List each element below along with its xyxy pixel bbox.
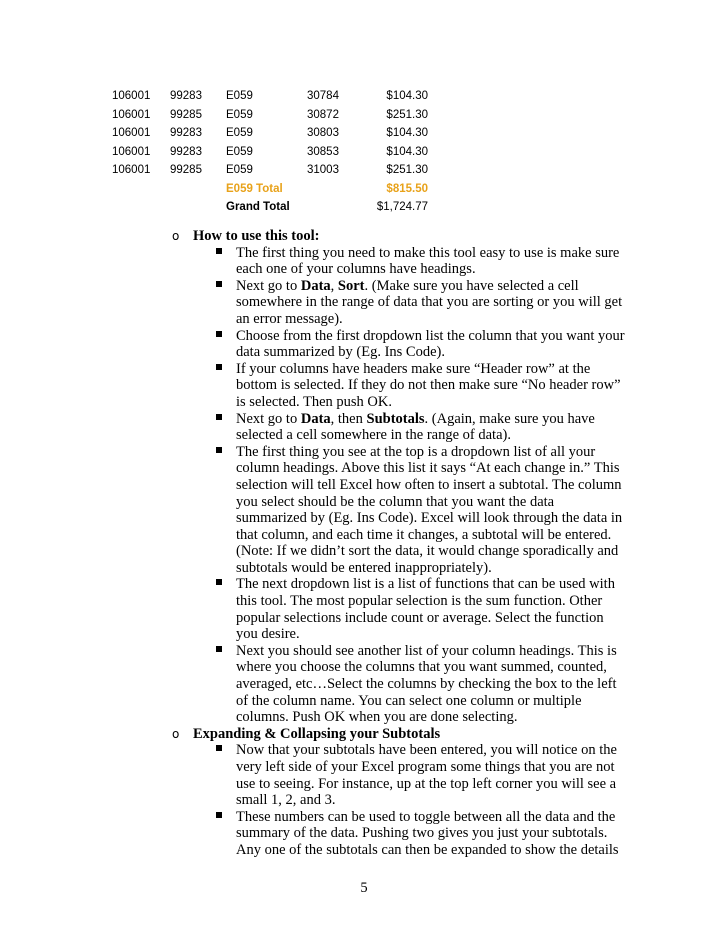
table-cell: E059 [226,127,253,139]
bullet-bold-text: Sort [337,277,365,294]
subtotal-value: $815.50 [386,182,428,195]
bullet-text: Choose from the first dropdown list the column that you want your data summarized by (Eg. Ins Code). [236,327,625,361]
table-cell: 99283 [170,145,202,158]
table-cell: 106001 [112,90,151,102]
square-bullet-icon [216,414,222,420]
bullet-text: If your columns have headers make sure “Header row” at the bottom is selected. If they do not then make sure “No header row” is selected. Then push OK. [236,360,621,410]
grand-total-value: $1,724.77 [376,201,428,213]
bullet-item [0,444,626,577]
square-bullet-icon [216,579,222,585]
circle-bullet-icon: o [172,229,180,243]
table-cell: $104.30 [386,90,428,102]
circle-bullet-icon: o [172,726,180,741]
bullet-bold-text: Data [300,410,331,427]
table-cell: 99285 [170,164,202,176]
square-bullet-icon [216,646,222,652]
bullet-item [0,411,626,444]
square-bullet-icon [216,248,222,254]
table-cell: $104.30 [386,127,428,139]
section-title: Expanding & Collapsing your Subtotals [193,725,441,742]
bullet-text: These numbers can be used to toggle between all the data and the summary of the data. Pushing two gives you just your subtotals. Any one of the subtotals can then be expanded to show the details [236,808,619,858]
bullet-text: , then [330,410,367,427]
outline-section [0,228,728,726]
bullet-text: Next go to [236,410,301,427]
bullet-bold-text: Subtotals [366,410,425,427]
square-bullet-icon [216,812,222,818]
table-cell: 30784 [307,90,339,102]
grand-total-label: Grand Total [226,201,290,213]
bullet-text: . (Again, make sure you have selected a cell somewhere in the range of data). [236,410,595,444]
bullet-text: . (Make sure you have selected a cell somewhere in the range of data that you are sorting or you will get an error message). [236,277,623,327]
table-cell: 106001 [112,127,151,139]
bullet-item [0,328,626,361]
table-cell: E059 [226,90,253,102]
table-cell: 30853 [307,145,339,158]
square-bullet-icon [216,331,222,337]
section-title: How to use this tool: [193,228,320,244]
bullet-text: Now that your subtotals have been entered, you will notice on the very left side of your Excel program some things that you are not use to seeing. For instance, up at the top left corner you will see a small 1, 2, and 3. [236,742,617,809]
table-cell: 30872 [307,108,339,121]
page-number: 5 [360,880,368,896]
table-cell: 30803 [307,127,339,139]
square-bullet-icon [216,281,222,287]
bullet-item [0,809,626,859]
bullet-item [0,576,626,642]
table-cell: 106001 [112,108,151,121]
bullet-bold-text: Data [300,277,331,294]
table-cell: $104.30 [386,145,428,158]
table-cell: $251.30 [386,108,428,121]
table-cell: E059 [226,145,253,158]
bullet-text: The first thing you need to make this tool easy to use is make sure each one of your columns have headings. [236,244,620,278]
table-cell: 31003 [307,164,339,176]
square-bullet-icon [216,447,222,453]
bullet-item [0,278,626,328]
table-cell: E059 [226,108,253,121]
document-body [0,228,728,859]
bullet-item [0,361,626,411]
table-cell: 99285 [170,108,202,121]
square-bullet-icon [216,745,222,751]
table-cell: E059 [226,164,253,176]
table-cell: 106001 [112,164,151,176]
subtotal-label: E059 Total [226,182,283,195]
bullet-text: Next go to [236,277,301,294]
bullet-item [0,245,626,278]
bullet-text: The first thing you see at the top is a dropdown list of all your column headings. Above this list it says “At each change in.” This selection will tell Excel how often to insert a subtotal. The column you select should be the column that you want the data summarized by (Eg. Ins Code). Excel will look through the data in that column, and each time it changes, a subtotal will be entered. (Note: If we didn’t sort the data, it would change sporadically and subtotals would be entered inappropriately). [236,443,623,576]
square-bullet-icon [216,364,222,370]
bullet-text: The next dropdown list is a list of functions that can be used with this tool. The most popular selection is the sum function. Other popular selections include count or average. Select the function you desire. [236,576,615,643]
bullet-item [0,742,626,808]
bullet-item [0,643,626,726]
bullet-text: , [330,277,338,294]
table-cell: 99283 [170,127,202,139]
bullet-text: Next you should see another list of your column headings. This is where you choose the columns that you want summed, counted, averaged, etc…Select the columns by checking the box to the left of the column name. You can select one column or multiple columns. Push OK when you are done selecting. [236,642,617,726]
table-cell: $251.30 [386,164,428,176]
table-cell: 99283 [170,90,202,102]
outline-section [0,726,728,859]
table-cell: 106001 [112,145,151,158]
